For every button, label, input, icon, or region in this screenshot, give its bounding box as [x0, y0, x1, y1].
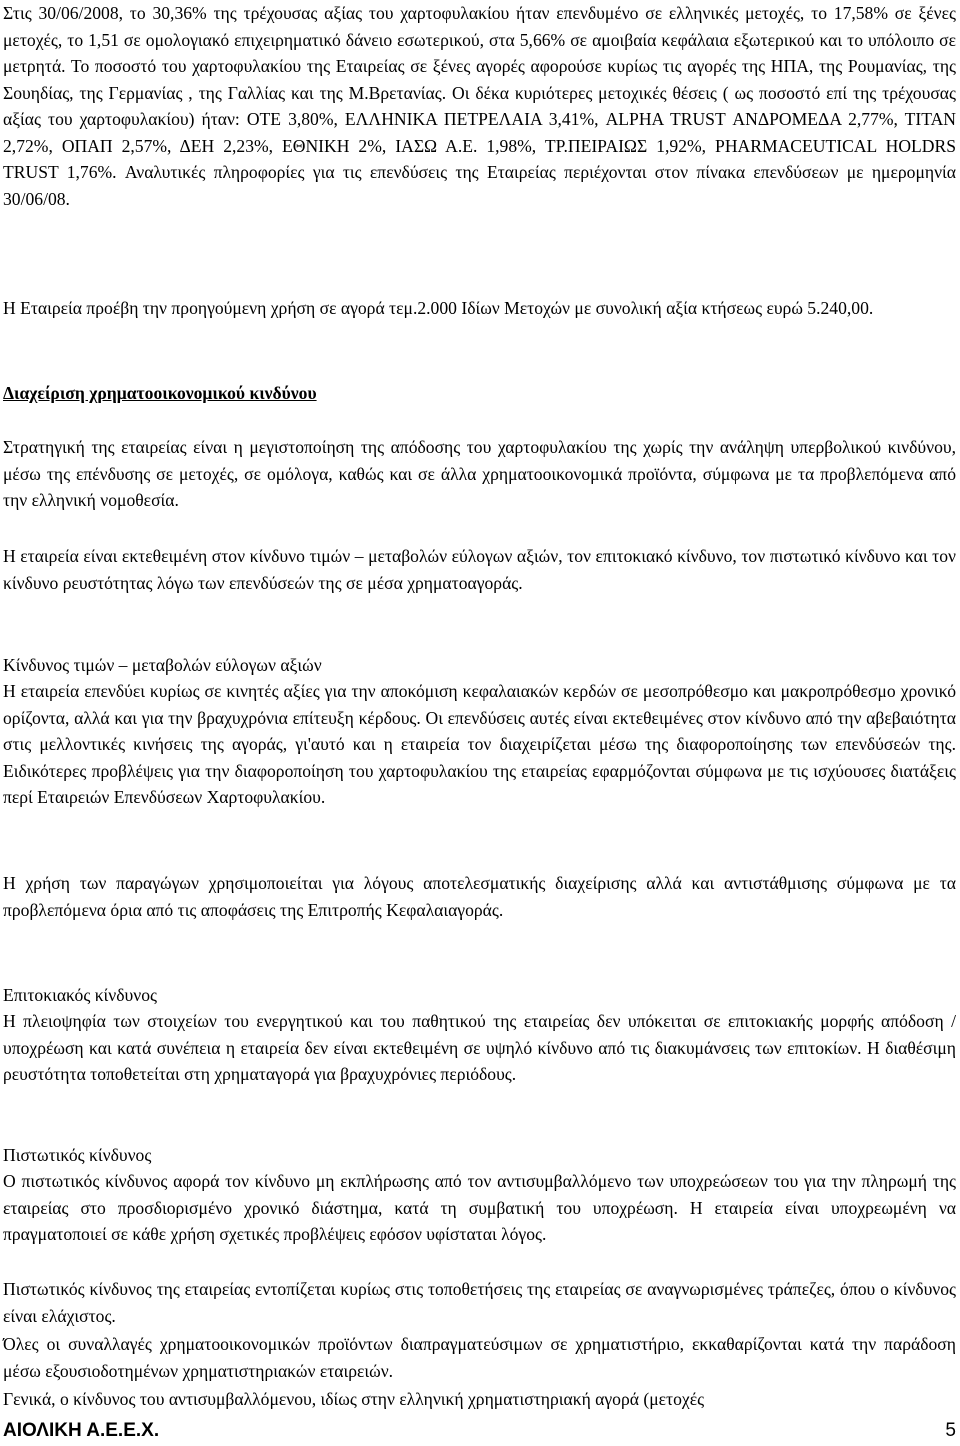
credit-risk-paragraph: Ο πιστωτικός κίνδυνος αφορά τον κίνδυνο μη εκπλήρωσης από τον αντισυμβαλλόμενο των υποχρεώσεων του για την πληρωμή της εταιρείας στο προσδιορισμένο χρονικό διάστημα, κατά τη συμβατική του υποχρέωση. Η εταιρεία είναι υποχρεωμένη να πραγματοποιεί σε κάθε χρήση σχετικές προβλέψεις εφόσον υφίσταται λόγος. — [3, 1171, 956, 1244]
credit-risk-banks-paragraph: Πιστωτικός κίνδυνος της εταιρείας εντοπίζεται κυρίως στις τοποθετήσεις της εταιρείας σε αναγνωρισμένες τράπεζες, όπου ο κίνδυνος είναι ελάχιστος. — [3, 1279, 956, 1326]
interest-risk-paragraph: Η πλειοψηφία των στοιχείων του ενεργητικού και του παθητικού της εταιρείας δεν υπόκειται σε επιτοκιακής μορφής απόδοση / υποχρέωση και κατά συνέπεια η εταιρεία δεν είναι εκτεθειμένη σε υψηλό κίνδυνο από τις διακυμάνσεις των επιτοκίων. Η διαθέσιμη ρευστότητα τοποθετείται στη χρηματαγορά για βραχυχρόνιες περιόδους. — [3, 1011, 956, 1084]
credit-risk-heading: Πιστωτικός κίνδυνος — [3, 1145, 152, 1165]
counterparty-risk-paragraph: Γενικά, ο κίνδυνος του αντισυμβαλλόμενου, ιδίως στην ελληνική χρηματιστηριακή αγορά (μετοχές — [3, 1389, 705, 1409]
footer-company-name: ΑΙΟΛΙΚΗ Α.Ε.Ε.Χ. — [3, 1420, 160, 1441]
risk-exposure-paragraph: Η εταιρεία είναι εκτεθειμένη στον κίνδυνο τιμών – μεταβολών εύλογων αξιών, τον επιτοκιακό κίνδυνο, τον πιστωτικό κίνδυνο και τον κίνδυνο ρευστότητας λόγω των επενδύσεών της σε μέσα χρηματοαγοράς. — [3, 546, 956, 593]
footer-page-number: 5 — [945, 1420, 956, 1441]
financial-risk-heading: Διαχείριση χρηματοοικονομικού κινδύνου — [3, 383, 317, 403]
interest-risk-heading: Επιτοκιακός κίνδυνος — [3, 985, 157, 1005]
portfolio-allocation-paragraph: Στις 30/06/2008, το 30,36% της τρέχουσας αξίας του χαρτοφυλακίου ήταν επενδυμένο σε ελληνικές μετοχές, το 17,58% σε ξένες μετοχές, το 1,51 σε ομολογιακό επιχειρηματικό δάνειο εσωτερικού, στα 5,66% σε αμοιβαία κεφάλαια εξωτερικού και το υπόλοιπο σε μετρητά. Το ποσοστό του χαρτοφυλακίου της Εταιρείας σε ξένες αγορές αφορούσε κυρίως τις αγορές της ΗΠΑ, της Ρουμανίας, της Σουηδίας, της Γερμανίας , της Γαλλίας και της Μ.Βρετανίας. Οι δέκα κυριότερες μετοχικές θέσεις ( ως ποσοστό επί της τρέχουσας αξίας του χαρτοφυλακίου) ήταν: ΟΤΕ 3,80%, ΕΛΛΗΝΙΚΑ ΠΕΤΡΕΛΑΙΑ 3,41%, ALPHA TRUST ΑΝΔΡΟΜΕΔΑ 2,77%, ΤΙΤΑΝ 2,72%, ΟΠΑΠ 2,57%, ΔΕΗ 2,23%, ΕΘΝΙΚΗ 2%, ΙΑΣΩ Α.Ε. 1,98%, ΤΡ.ΠΕΙΡΑΙΩΣ 1,92%, PHARMACEUTICAL HOLDRS TRUST 1,76%. Αναλυτικές πληροφορίες για τις επενδύσεις της Εταιρείας περιέχονται στον πίνακα επενδύσεων με ημερομηνία 30/06/08. — [3, 3, 956, 209]
derivatives-paragraph: Η χρήση των παραγώγων χρησιμοποιείται για λόγους αποτελεσματικής διαχείρισης αλλά και αντιστάθμισης σύμφωνα με τα προβλεπόμενα όρια από τις αποφάσεις της Επιτροπής Κεφαλαιαγοράς. — [3, 873, 956, 920]
strategy-paragraph: Στρατηγική της εταιρείας είναι η μεγιστοποίηση της απόδοσης του χαρτοφυλακίου της χωρίς την ανάληψη υπερβολικού κινδύνου, μέσω της επένδυσης σε μετοχές, σε ομόλογα, καθώς και σε άλλα χρηματοοικονομικά προϊόντα, σύμφωνα με τα προβλεπόμενα από την ελληνική νομοθεσία. — [3, 437, 956, 510]
own-shares-paragraph: Η Εταιρεία προέβη την προηγούμενη χρήση σε αγορά τεμ.2.000 Ιδίων Μετοχών με συνολική αξία κτήσεως ευρώ 5.240,00. — [3, 298, 874, 318]
settlement-paragraph: Όλες οι συναλλαγές χρηματοοικονομικών προϊόντων διαπραγματεύσιμων σε χρηματιστήριο, εκκαθαρίζονται κατά την παράδοση μέσω εξουσιοδοτημένων χρηματιστηριακών εταιρειών. — [3, 1334, 956, 1381]
price-risk-paragraph: Η εταιρεία επενδύει κυρίως σε κινητές αξίες για την αποκόμιση κεφαλαιακών κερδών σε μεσοπρόθεσμο και μακροπρόθεσμο χρονικό ορίζοντα, αλλά και για την βραχυχρόνια επίτευξη κέρδους. Οι επενδύσεις αυτές είναι εκτεθειμένες στον κίνδυνο από την αβεβαιότητα στις μελλοντικές κινήσεις της αγοράς, γι'αυτό και η εταιρεία τον διαχειρίζεται μέσω της διαφοροποίησης των επενδύσεών της. Ειδικότερες προβλέψεις για την διαφοροποίηση του χαρτοφυλακίου της εταιρείας εφαρμόζονται σύμφωνα με τις ισχύουσες διατάξεις περί Εταιρειών Επενδύσεων Χαρτοφυλακίου. — [3, 681, 956, 807]
price-risk-heading: Κίνδυνος τιμών – μεταβολών εύλογων αξιών — [3, 655, 322, 675]
